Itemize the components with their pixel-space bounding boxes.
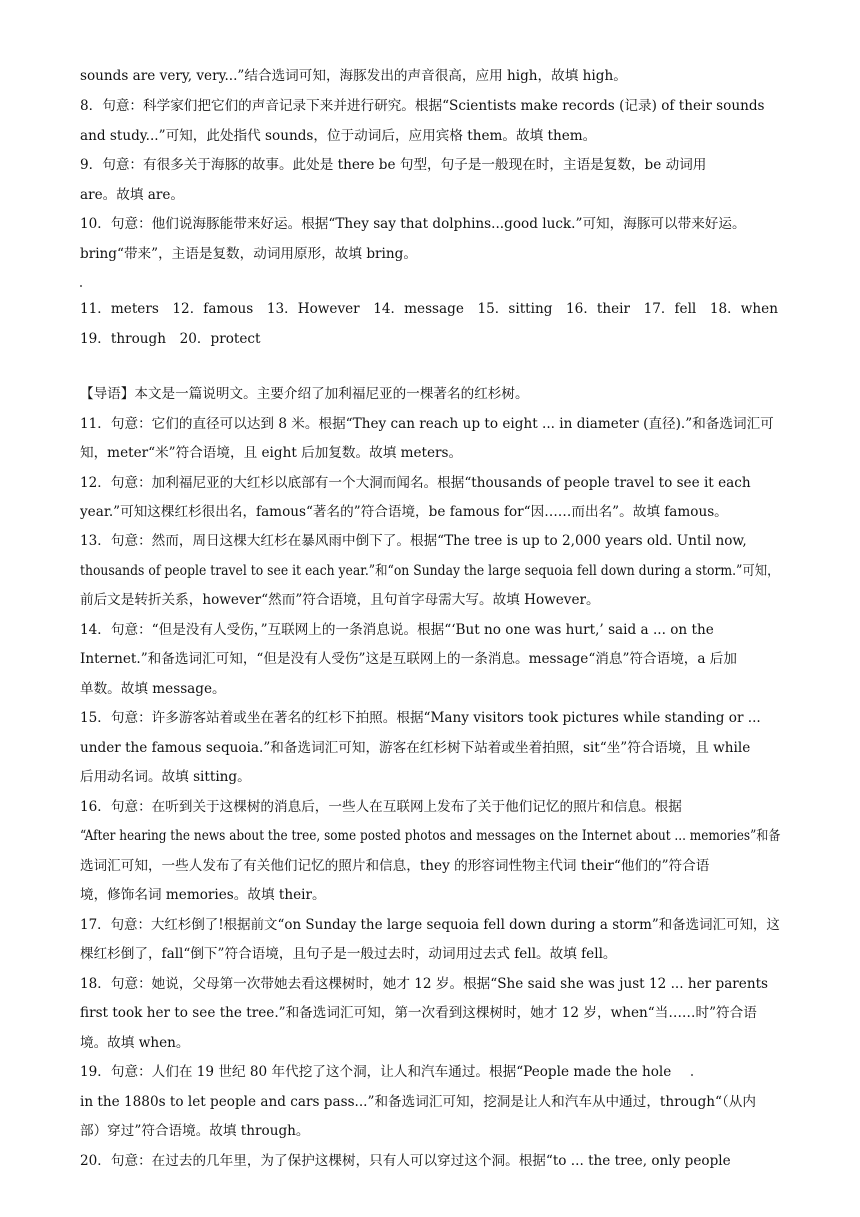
- text-line: 境。故填 when。: [80, 1035, 190, 1051]
- text-line: 前后文是转折关系，however“然而”符合语境，且句首字母需大写。故填 However。: [80, 592, 600, 608]
- text-line: 13．句意：然而，周日这棵大红杉在暴风雨中倒下了。根据“The tree is up to 2,000 years old. Until now,: [80, 533, 747, 549]
- text-line: year.”可知这棵红杉很出名，famous“著名的”符合语境，be famous for“因……而出名”。故填 famous。: [80, 504, 728, 520]
- text-line: 单数。故填 message。: [80, 681, 226, 697]
- passage-intro: 【导语】本文是一篇说明文。主要介绍了加利福尼亚的一棵著名的红杉树。: [80, 386, 529, 402]
- text-line: 17．句意：大红杉倒了!根据前文“on Sunday the large sequoia fell down during a storm”和备选词汇可知，这: [80, 917, 780, 933]
- answer-key-line: 19．through 20．protect: [80, 331, 261, 347]
- text-line: and study...”可知，此处指代 sounds，位于动词后，应用宾格 them。故填 them。: [80, 128, 597, 144]
- text-line: “After hearing the news about the tree, some posted photos and messages on the Internet about ... memories”和备: [80, 828, 781, 844]
- text-line: thousands of people travel to see it each year.”和“on Sunday the large sequoia fell down during a storm.”可知，: [80, 563, 780, 579]
- answer-key-line: 11．meters 12．famous 13．However 14．message 15．sitting 16．their 17．fell 18．when: [80, 301, 778, 317]
- text-line: 8．句意：科学家们把它们的声音记录下来并进行研究。根据“Scientists make records (记录) of their sounds: [80, 98, 765, 114]
- text-line: 20．句意：在过去的几年里，为了保护这棵树，只有人可以穿过这个洞。根据“to ... the tree, only people: [80, 1153, 731, 1169]
- text-line: Internet.”和备选词汇可知，“但是没有人受伤”这是互联网上的一条消息。message“消息”符合语境，a 后加: [80, 651, 737, 667]
- text-line: 16．句意：在听到关于这棵树的消息后，一些人在互联网上发布了关于他们记忆的照片和信息。根据: [80, 799, 682, 815]
- text-line: 境，修饰名词 memories。故填 their。: [80, 887, 326, 903]
- text-line: 9．句意：有很多关于海豚的故事。此处是 there be 句型，句子是一般现在时，主语是复数，be 动词用: [80, 157, 707, 173]
- text-line: first took her to see the tree.”和备选词汇可知，第一次看到这棵树时，她才 12 岁，when“当……时”符合语: [80, 1005, 757, 1021]
- text-line: 棵红杉倒了，fall“倒下”符合语境，且句子是一般过去时，动词用过去式 fell。故填 fell。: [80, 946, 617, 962]
- text-line: 14．句意：“但是没有人受伤，”互联网上的一条消息说。根据“‘But no one was hurt,’ said a ... on the: [80, 622, 714, 638]
- text-line: 后用动名词。故填 sitting。: [80, 769, 251, 785]
- text-line: 选词汇可知，一些人发布了有关他们记忆的照片和信息，they 的形容词性物主代词 their“他们的”符合语: [80, 858, 710, 874]
- text-line: 11．句意：它们的直径可以达到 8 米。根据“They can reach up to eight ... in diameter (直径).”和备选词汇可: [80, 416, 774, 432]
- stray-mark: [80, 285, 82, 287]
- text-line: 18．句意：她说，父母第一次带她去看这棵树时，她才 12 岁。根据“She said she was just 12 ... her parents: [80, 976, 769, 992]
- text-line: 12．句意：加利福尼亚的大红杉以底部有一个大洞而闻名。根据“thousands of people travel to see it each: [80, 475, 751, 491]
- text-line: 19．句意：人们在 19 世纪 80 年代挖了这个洞，让人和汽车通过。根据“People made the hole: [80, 1064, 672, 1080]
- text-line: under the famous sequoia.”和备选词汇可知，游客在红杉树下站着或坐着拍照，sit“坐”符合语境，且 while: [80, 740, 751, 756]
- text-line: 部）穿过”符合语境。故填 through。: [80, 1123, 310, 1139]
- text-line: 10．句意：他们说海豚能带来好运。根据“They say that dolphins...good luck.”可知，海豚可以带来好运。: [80, 216, 746, 232]
- text-line: sounds are very, very...”结合选词可知，海豚发出的声音很高，应用 high，故填 high。: [80, 68, 627, 84]
- text-line: 知，meter“米”符合语境，且 eight 后加复数。故填 meters。: [80, 445, 463, 461]
- text-line: are。故填 are。: [80, 187, 184, 203]
- text-line: 15．句意：许多游客站着或坐在著名的红杉下拍照。根据“Many visitors took pictures while standing or ...: [80, 710, 761, 726]
- text-line: bring“带来”，主语是复数，动词用原形，故填 bring。: [80, 246, 417, 262]
- text-line: in the 1880s to let people and cars pass...”和备选词汇可知，挖洞是让人和汽车从中通过，through“（从内: [80, 1094, 756, 1110]
- stray-mark: [691, 1074, 693, 1076]
